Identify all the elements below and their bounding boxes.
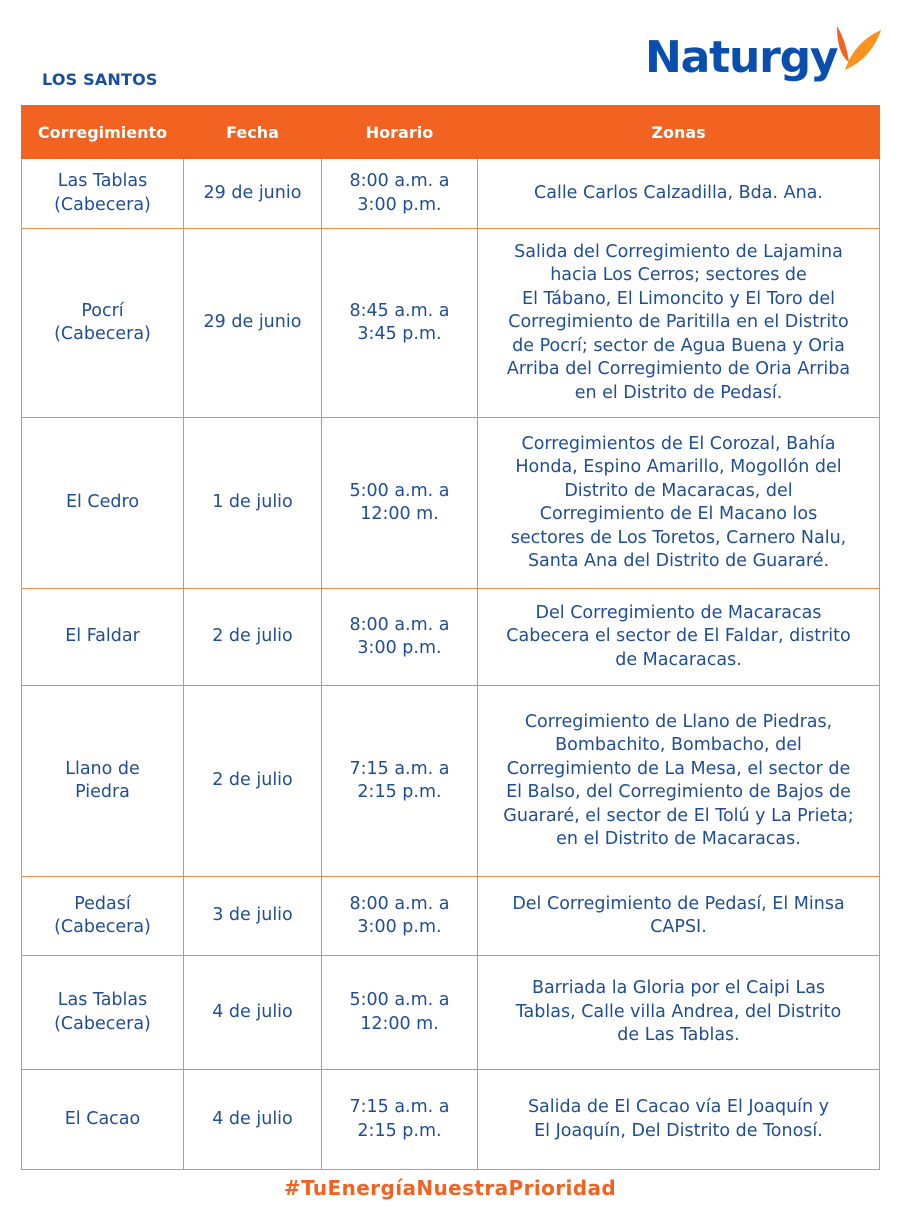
cell-line: Pedasí <box>74 893 131 914</box>
cell-line: Honda, Espino Amarillo, Mogollón del <box>515 457 842 477</box>
cell-line: 5:00 a.m. a <box>349 480 450 501</box>
cell-fecha <box>184 159 322 229</box>
cell-zonas <box>478 418 880 589</box>
cell-fecha <box>184 956 322 1070</box>
cell-corregimiento <box>22 1070 184 1170</box>
cell-corregimiento <box>22 877 184 956</box>
header-zonas: Zonas <box>478 106 880 159</box>
cell-horario <box>322 1070 478 1170</box>
cell-line: Del Corregimiento de Pedasí, El Minsa <box>512 893 845 914</box>
cell-line: Corregimiento de El Macano los <box>539 504 818 524</box>
cell-fecha <box>184 686 322 877</box>
table-row <box>22 229 880 418</box>
cell-line: Llano de <box>65 758 140 779</box>
cell-horario <box>322 877 478 956</box>
cell-text: 29 de junio <box>203 312 302 333</box>
cell-corregimiento <box>22 686 184 877</box>
cell-line: 3:00 p.m. <box>357 917 442 937</box>
cell-fecha <box>184 229 322 418</box>
header-fecha: Fecha <box>184 106 322 159</box>
cell-corregimiento <box>22 229 184 418</box>
cell-horario <box>322 229 478 418</box>
naturgy-logo <box>645 22 885 92</box>
table-row <box>22 159 880 229</box>
region-title: LOS SANTOS <box>42 70 158 89</box>
cell-line: Las Tablas <box>57 990 148 1010</box>
cell-zonas <box>478 229 880 418</box>
cell-line: 12:00 m. <box>360 1013 439 1034</box>
cell-line: 3:45 p.m. <box>357 324 442 344</box>
cell-line: El Tábano, El Limoncito y El Toro del <box>522 288 835 309</box>
cell-line: de Pocrí; sector de Agua Buena y Oria <box>512 335 845 356</box>
cell-line: Corregimiento de Llano de Piedras, <box>524 711 833 732</box>
cell-line: 2:15 p.m. <box>357 782 442 802</box>
cell-line: 8:00 a.m. a <box>349 614 450 635</box>
cell-horario <box>322 589 478 686</box>
cell-line: 8:45 a.m. a <box>349 300 450 321</box>
cell-line: CAPSI. <box>650 917 707 937</box>
cell-line: 8:00 a.m. a <box>349 171 450 191</box>
cell-line: El Balso, del Corregimiento de Bajos de <box>506 782 851 802</box>
table-row <box>22 589 880 686</box>
cell-line: Tablas, Calle villa Andrea, del Distrito <box>515 1001 842 1022</box>
cell-fecha <box>184 877 322 956</box>
cell-line: sectores de Los Toretos, Carnero Nalu, <box>510 527 847 548</box>
cell-line: Cabecera el sector de El Faldar, distrito <box>506 626 851 647</box>
cell-line: 12:00 m. <box>360 504 439 524</box>
butterfly-icon <box>831 22 883 78</box>
cell-horario <box>322 159 478 229</box>
cell-line: en el Distrito de Macaracas. <box>556 829 801 849</box>
cell-line: El Cedro <box>65 492 140 513</box>
cell-line: (Cabecera) <box>54 1013 151 1034</box>
cell-line: Corregimientos de El Corozal, Bahía <box>521 433 836 454</box>
cell-text: 1 de julio <box>212 492 293 513</box>
cell-fecha <box>184 418 322 589</box>
cell-line: Santa Ana del Distrito de Guararé. <box>527 551 830 571</box>
cell-zonas <box>478 159 880 229</box>
cell-line: de Macaracas. <box>615 649 742 670</box>
header-corregimiento: Corregimiento <box>22 106 184 159</box>
schedule-table <box>21 105 880 1170</box>
cell-corregimiento <box>22 159 184 229</box>
cell-horario <box>322 418 478 589</box>
cell-line: Guararé, el sector de El Tolú y La Prieta; <box>503 805 854 826</box>
cell-line: Salida del Corregimiento de Lajamina <box>514 241 843 262</box>
cell-line: 2:15 p.m. <box>357 1120 442 1141</box>
cell-line: Salida de El Cacao vía El Joaquín y <box>527 1097 830 1117</box>
cell-line: hacia Los Cerros; sectores de <box>550 265 807 286</box>
cell-zonas <box>478 1070 880 1170</box>
table-row <box>22 686 880 877</box>
cell-line: Corregimiento de La Mesa, el sector de <box>506 758 851 779</box>
cell-line: Las Tablas <box>57 171 148 191</box>
cell-line: Del Corregimiento de Macaracas <box>535 602 822 623</box>
cell-zonas <box>478 686 880 877</box>
cell-line: Piedra <box>75 782 130 802</box>
cell-line: El Joaquín, Del Distrito de Tonosí. <box>534 1120 823 1141</box>
cell-corregimiento <box>22 589 184 686</box>
table-header-row <box>22 106 880 159</box>
cell-zonas <box>478 589 880 686</box>
cell-line: 7:15 a.m. a <box>349 758 450 779</box>
cell-line: Barriada la Gloria por el Caipi Las <box>531 978 826 999</box>
cell-line: El Faldar <box>65 626 140 647</box>
cell-line: 5:00 a.m. a <box>349 990 450 1010</box>
cell-line: Bombachito, Bombacho, del <box>555 735 802 755</box>
cell-line: Corregimiento de Paritilla en el Distrito <box>508 312 849 333</box>
table-row <box>22 1070 880 1170</box>
table-row <box>22 956 880 1070</box>
cell-line: (Cabecera) <box>54 194 151 215</box>
cell-line: 8:00 a.m. a <box>349 893 450 914</box>
cell-line: Distrito de Macaracas, del <box>564 480 793 501</box>
cell-line: en el Distrito de Pedasí. <box>574 382 783 403</box>
cell-text: 4 de julio <box>212 1108 293 1129</box>
hashtag: #TuEnergíaNuestraPrioridad <box>283 1176 617 1200</box>
table-row <box>22 418 880 589</box>
cell-line: 7:15 a.m. a <box>349 1097 450 1117</box>
cell-text: 29 de junio <box>203 182 302 203</box>
logo-wordmark: Naturgy <box>645 32 838 83</box>
cell-line: Calle Carlos Calzadilla, Bda. Ana. <box>534 182 823 203</box>
cell-text: 3 de julio <box>212 905 293 926</box>
cell-text: 2 de julio <box>212 626 293 647</box>
header-horario: Horario <box>322 106 478 159</box>
cell-line: (Cabecera) <box>54 324 151 344</box>
cell-zonas <box>478 877 880 956</box>
cell-line: (Cabecera) <box>54 917 151 937</box>
cell-line: 3:00 p.m. <box>357 638 442 658</box>
cell-corregimiento <box>22 418 184 589</box>
cell-fecha <box>184 589 322 686</box>
cell-corregimiento <box>22 956 184 1070</box>
cell-line: El Cacao <box>64 1108 141 1129</box>
cell-horario <box>322 956 478 1070</box>
cell-text: 4 de julio <box>212 1001 293 1022</box>
cell-fecha <box>184 1070 322 1170</box>
cell-line: de Las Tablas. <box>617 1025 740 1046</box>
cell-horario <box>322 686 478 877</box>
cell-line: Pocrí <box>81 300 124 321</box>
cell-line: Arriba del Corregimiento de Oria Arriba <box>506 359 851 380</box>
cell-zonas <box>478 956 880 1070</box>
cell-text: 2 de julio <box>212 770 293 791</box>
table-row <box>22 877 880 956</box>
cell-line: 3:00 p.m. <box>357 194 442 215</box>
